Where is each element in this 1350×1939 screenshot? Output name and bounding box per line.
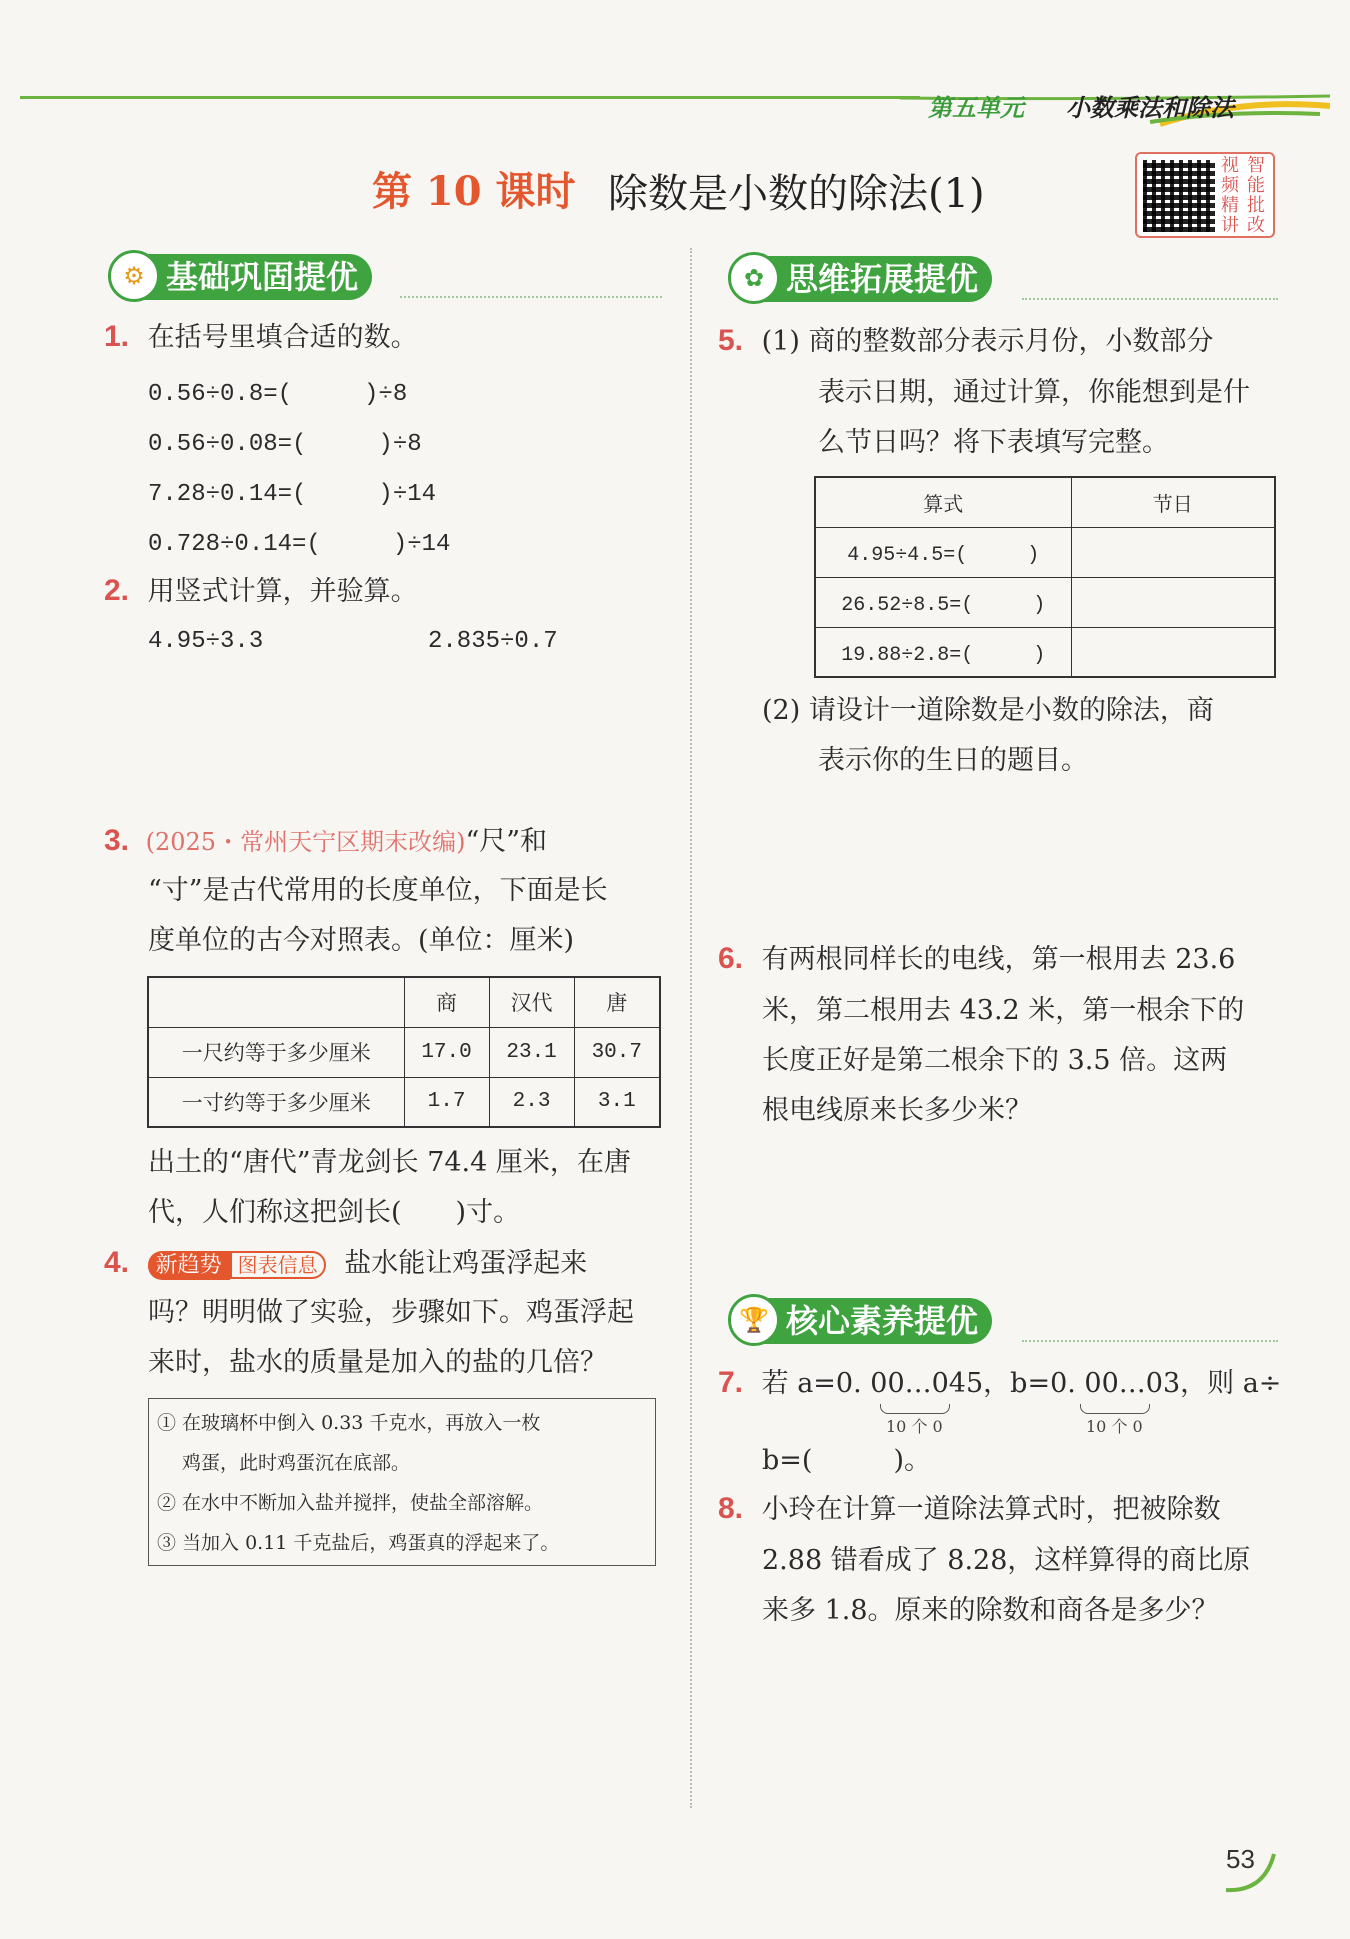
section-basic-rule <box>400 296 662 298</box>
q4-tag-trend: 新趋势 <box>148 1251 230 1280</box>
header-rule <box>20 96 920 99</box>
qr-char: 能 <box>1247 175 1265 196</box>
q8-l3: 来多 1.8。原来的除数和商各是多少？ <box>762 1595 1219 1626</box>
q7-brace-label-2: 10 个 0 <box>1086 1417 1143 1436</box>
q4-step: ③ 当加入 0.11 千克盐后，鸡蛋真的浮起来了。 <box>157 1532 560 1554</box>
q3-table <box>147 976 661 1128</box>
q5-p2a: (2) 请设计一道除数是小数的除法，商 <box>762 695 1214 726</box>
q4-tag-chart: 图表信息 <box>230 1251 326 1279</box>
q3-after1: 出土的“唐代”青龙剑长 74.4 厘米，在唐 <box>148 1147 631 1178</box>
q4 <box>104 1238 587 1291</box>
q3-cell: 一寸约等于多少厘米 <box>148 1077 404 1127</box>
lesson-label: 第 10 课时 <box>372 168 576 215</box>
q7 <box>718 1358 1281 1409</box>
column-divider <box>690 248 692 1808</box>
q1-line: 0.728÷0.14=( )÷14 <box>148 531 451 558</box>
q2-text: 用竖式计算，并验算。 <box>147 576 418 607</box>
q3-cell: 23.1 <box>489 1027 574 1077</box>
q8-number: 8. <box>718 1492 744 1525</box>
page-number: 53 <box>1226 1844 1255 1874</box>
qr-char: 精 <box>1221 195 1239 216</box>
q2-number: 2. <box>104 574 130 607</box>
q5-p2b: 表示你的生日的题目。 <box>818 745 1088 776</box>
q6 <box>718 934 1235 985</box>
section-core-label: 核心素养提优 <box>746 1298 992 1344</box>
q5-p1b: 表示日期，通过计算，你能想到是什 <box>818 377 1250 408</box>
q3-cell: 一尺约等于多少厘米 <box>148 1027 404 1077</box>
q4-text3: 来时，盐水的质量是加入的盐的几倍？ <box>148 1347 607 1378</box>
qr-char: 智 <box>1247 155 1265 176</box>
qr-char: 改 <box>1247 215 1265 236</box>
q5-cell: 19.88÷2.8=( ) <box>815 627 1071 677</box>
q5-th: 算式 <box>815 477 1071 527</box>
qr-char: 讲 <box>1221 215 1239 236</box>
seedling-icon: ✿ <box>728 252 780 304</box>
q1-lines <box>148 370 450 570</box>
q2-a: 4.95÷3.3 <box>148 628 264 655</box>
qr-block[interactable] <box>1135 152 1275 238</box>
q6-l1: 有两根同样长的电线，第一根用去 23.6 <box>761 944 1236 975</box>
trophy-icon: 🏆 <box>728 1294 780 1346</box>
q7-brace-label-1: 10 个 0 <box>886 1417 943 1436</box>
q6-number: 6. <box>718 942 744 975</box>
q3-text1: “尺”和 <box>465 826 548 857</box>
q3-th: 汉代 <box>489 977 574 1027</box>
q5-p1a: (1) 商的整数部分表示月份，小数部分 <box>761 326 1214 357</box>
q3-cell: 2.3 <box>489 1077 574 1127</box>
q3-cell: 17.0 <box>404 1027 489 1077</box>
section-thinking <box>743 254 992 304</box>
q7-brace-1 <box>880 1404 950 1414</box>
q8-l1: 小玲在计算一道除法算式时，把被除数 <box>761 1494 1221 1525</box>
section-thinking-label: 思维拓展提优 <box>746 256 992 302</box>
q5-cell: 26.52÷8.5=( ) <box>815 577 1071 627</box>
q7-l1: 若 a=0. 00…045，b=0. 00…03，则 a÷ <box>761 1368 1282 1399</box>
q5-blank-cell[interactable] <box>1071 527 1275 577</box>
q6-l2: 米，第二根用去 43.2 米，第一根余下的 <box>762 995 1245 1026</box>
q5-p1c: 么节日吗？将下表填写完整。 <box>818 427 1169 458</box>
qr-char: 视 <box>1221 155 1239 176</box>
q4-step: 鸡蛋，此时鸡蛋沉在底部。 <box>157 1452 411 1474</box>
q3-th <box>148 977 404 1027</box>
q3 <box>104 816 674 867</box>
page-title: 除数是小数的除法(1) <box>608 171 985 217</box>
section-thinking-rule <box>1022 298 1278 300</box>
q4-text2: 吗？明明做了实验，步骤如下。鸡蛋浮起 <box>148 1297 634 1328</box>
q4-number: 4. <box>104 1246 130 1279</box>
section-core <box>739 1296 992 1346</box>
q4-step: ① 在玻璃杯中倒入 0.33 千克水，再放入一枚 <box>157 1412 541 1434</box>
q3-cell: 3.1 <box>574 1077 660 1127</box>
q3-text2: “寸”是古代常用的长度单位，下面是长 <box>148 875 608 906</box>
q5-blank-cell[interactable] <box>1071 627 1275 677</box>
q5 <box>718 316 1213 367</box>
q1-text: 在括号里填合适的数。 <box>147 322 418 353</box>
q2-b: 2.835÷0.7 <box>428 628 558 655</box>
header-unit: 第五单元 <box>928 94 1024 122</box>
q5-blank-cell[interactable] <box>1071 577 1275 627</box>
q4-step: ② 在水中不断加入盐并搅拌，使盐全部溶解。 <box>157 1492 544 1514</box>
header-subject: 小数乘法和除法 <box>1066 94 1234 122</box>
q5-th: 节日 <box>1071 477 1275 527</box>
q3-cell: 1.7 <box>404 1077 489 1127</box>
q8-l2: 2.88 错看成了 8.28，这样算得的商比原 <box>762 1545 1251 1576</box>
qr-char: 批 <box>1247 195 1265 216</box>
q5-table <box>814 476 1276 678</box>
gear-lightbulb-icon: ⚙ <box>108 250 160 302</box>
q3-after2: 代，人们称这把剑长( )寸。 <box>148 1197 521 1228</box>
section-basic <box>123 252 372 302</box>
qr-code-icon <box>1143 160 1215 232</box>
section-core-rule <box>1022 1340 1278 1342</box>
q1-number: 1. <box>104 320 130 353</box>
q3-text3: 度单位的古今对照表。(单位：厘米) <box>148 925 575 956</box>
q4-steps-box <box>148 1398 656 1566</box>
q1-line: 0.56÷0.08=( )÷8 <box>148 431 422 458</box>
q1-line: 7.28÷0.14=( )÷14 <box>148 481 437 508</box>
q7-number: 7. <box>718 1366 744 1399</box>
q7-l2: b=( )。 <box>762 1445 931 1476</box>
page-number-swoosh <box>1224 1846 1284 1900</box>
q3-cell: 30.7 <box>574 1027 660 1077</box>
q3-th: 唐 <box>574 977 660 1027</box>
q6-l3: 长度正好是第二根余下的 3.5 倍。这两 <box>762 1045 1228 1076</box>
q2 <box>104 566 418 617</box>
q5-cell: 4.95÷4.5=( ) <box>815 527 1071 577</box>
q7-brace-2 <box>1080 1404 1150 1414</box>
q5-number: 5. <box>718 324 744 357</box>
qr-char: 频 <box>1221 175 1239 196</box>
q3-source: (2025・常州天宁区期末改编) <box>145 828 466 856</box>
q4-text1: 盐水能让鸡蛋浮起来 <box>344 1248 588 1279</box>
q3-number: 3. <box>104 824 130 857</box>
q6-l4: 根电线原来长多少米？ <box>762 1095 1032 1126</box>
section-basic-label: 基础巩固提优 <box>126 254 372 300</box>
q1 <box>104 312 418 363</box>
q3-th: 商 <box>404 977 489 1027</box>
q8 <box>718 1484 1221 1535</box>
q1-line: 0.56÷0.8=( )÷8 <box>148 381 408 408</box>
